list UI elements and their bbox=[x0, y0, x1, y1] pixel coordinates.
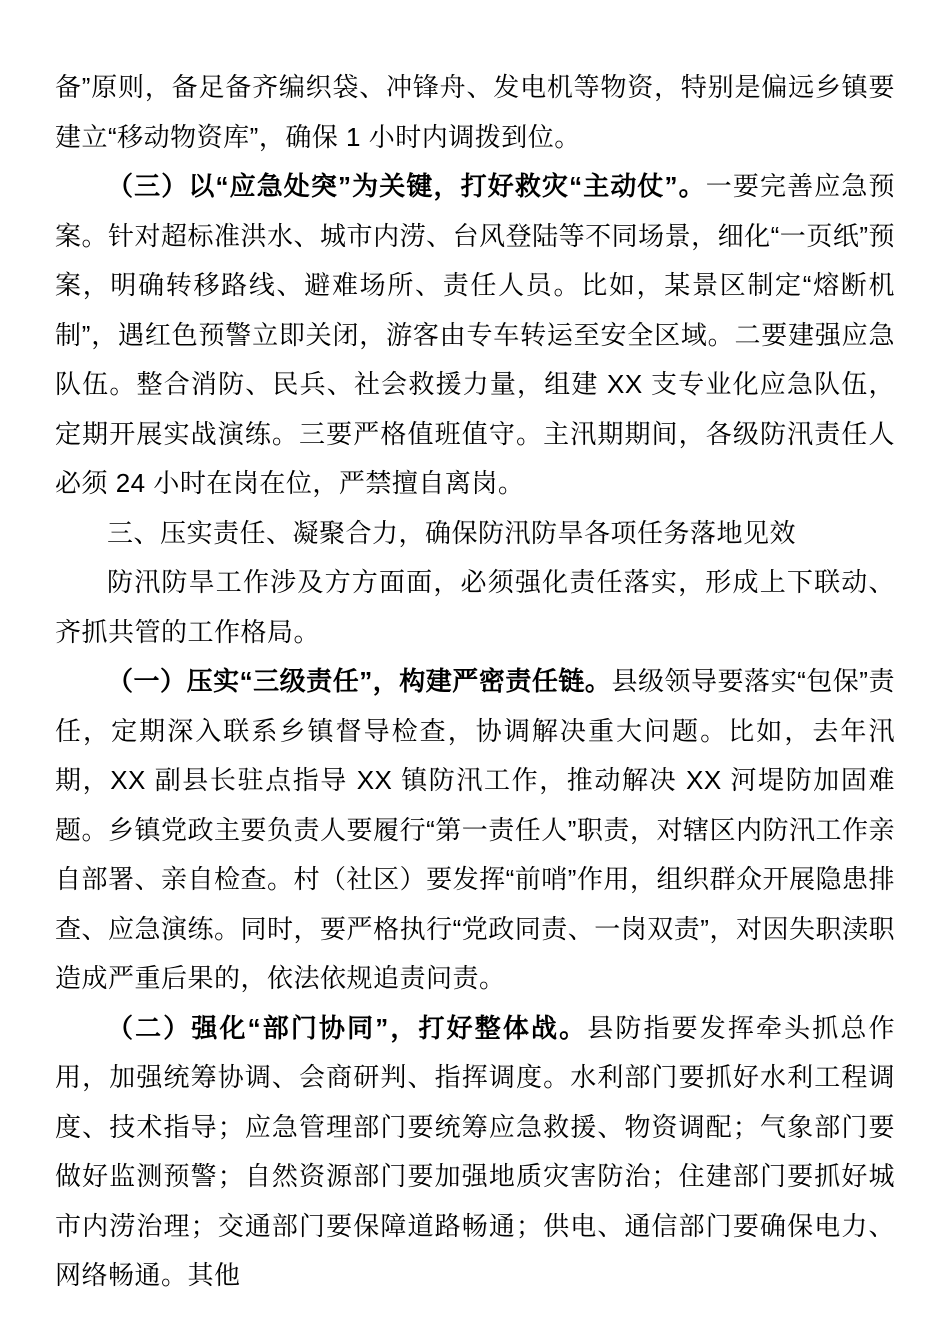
text-run: 防汛防旱工作涉及方方面面，必须强化责任落实，形成上下联动、齐抓共管的工作格局。 bbox=[55, 567, 895, 647]
bold-text-run: （一）压实“三级责任”，构建严密责任链。 bbox=[107, 666, 612, 696]
paragraph bbox=[55, 162, 895, 509]
paragraph bbox=[55, 63, 895, 162]
bold-text-run: （二）强化“部门协同”，打好整体战。 bbox=[107, 1012, 588, 1043]
paragraph bbox=[55, 509, 895, 559]
bold-text-run: （三）以“应急处突”为关键，打好救灾“主动仗”。 bbox=[107, 171, 706, 201]
document-body bbox=[55, 63, 895, 1301]
text-run: 一要完善应急预案。针对超标准洪水、城市内涝、台风登陆等不同场景，细化“一页纸”预案，明确转移路线、避难场所、责任人员。比如，某景区制定“熔断机制”，遇红色预警立即关闭，游客由专车转运至安全区域。二要建强应急队伍。整合消防、民兵、社会救援力量，组建 XX 支专业化应急队伍，定期开展实战演练。三要严格值班值守。主汛期期间，各级防汛责任人必须 24 小时在岗在位，严禁擅自离岗。 bbox=[55, 171, 895, 498]
text-run: 县级领导要落实“包保”责任，定期深入联系乡镇督导检查，协调解决重大问题。比如，去年汛期，XX 副县长驻点指导 XX 镇防汛工作，推动解决 XX 河堤防加固难题。乡镇党政主要负责人要履行“第一责任人”职责，对辖区内防汛工作亲自部署、亲自检查。村（社区）要发挥“前哨”作用，组织群众开展隐患排查、应急演练。同时，要严格执行“党政同责、一岗双责”，对因失职渎职造成严重后果的，依法依规追责问责。 bbox=[55, 666, 895, 993]
paragraph bbox=[55, 657, 895, 1004]
paragraph bbox=[55, 1004, 895, 1301]
text-run: 备”原则，备足备齐编织袋、冲锋舟、发电机等物资，特别是偏远乡镇要建立“移动物资库”，确保 1 小时内调拨到位。 bbox=[55, 72, 895, 152]
paragraph bbox=[55, 558, 895, 657]
text-run: 县防指要发挥牵头抓总作用，加强统筹协调、会商研判、指挥调度。水利部门要抓好水利工程调度、技术指导；应急管理部门要统筹应急救援、物资调配；气象部门要做好监测预警；自然资源部门要加强地质灾害防治；住建部门要抓好城市内涝治理；交通部门要保障道路畅通；供电、通信部门要确保电力、网络畅通。其他 bbox=[55, 1012, 895, 1290]
text-run: 三、压实责任、凝聚合力，确保防汛防旱各项任务落地见效 bbox=[107, 517, 797, 548]
